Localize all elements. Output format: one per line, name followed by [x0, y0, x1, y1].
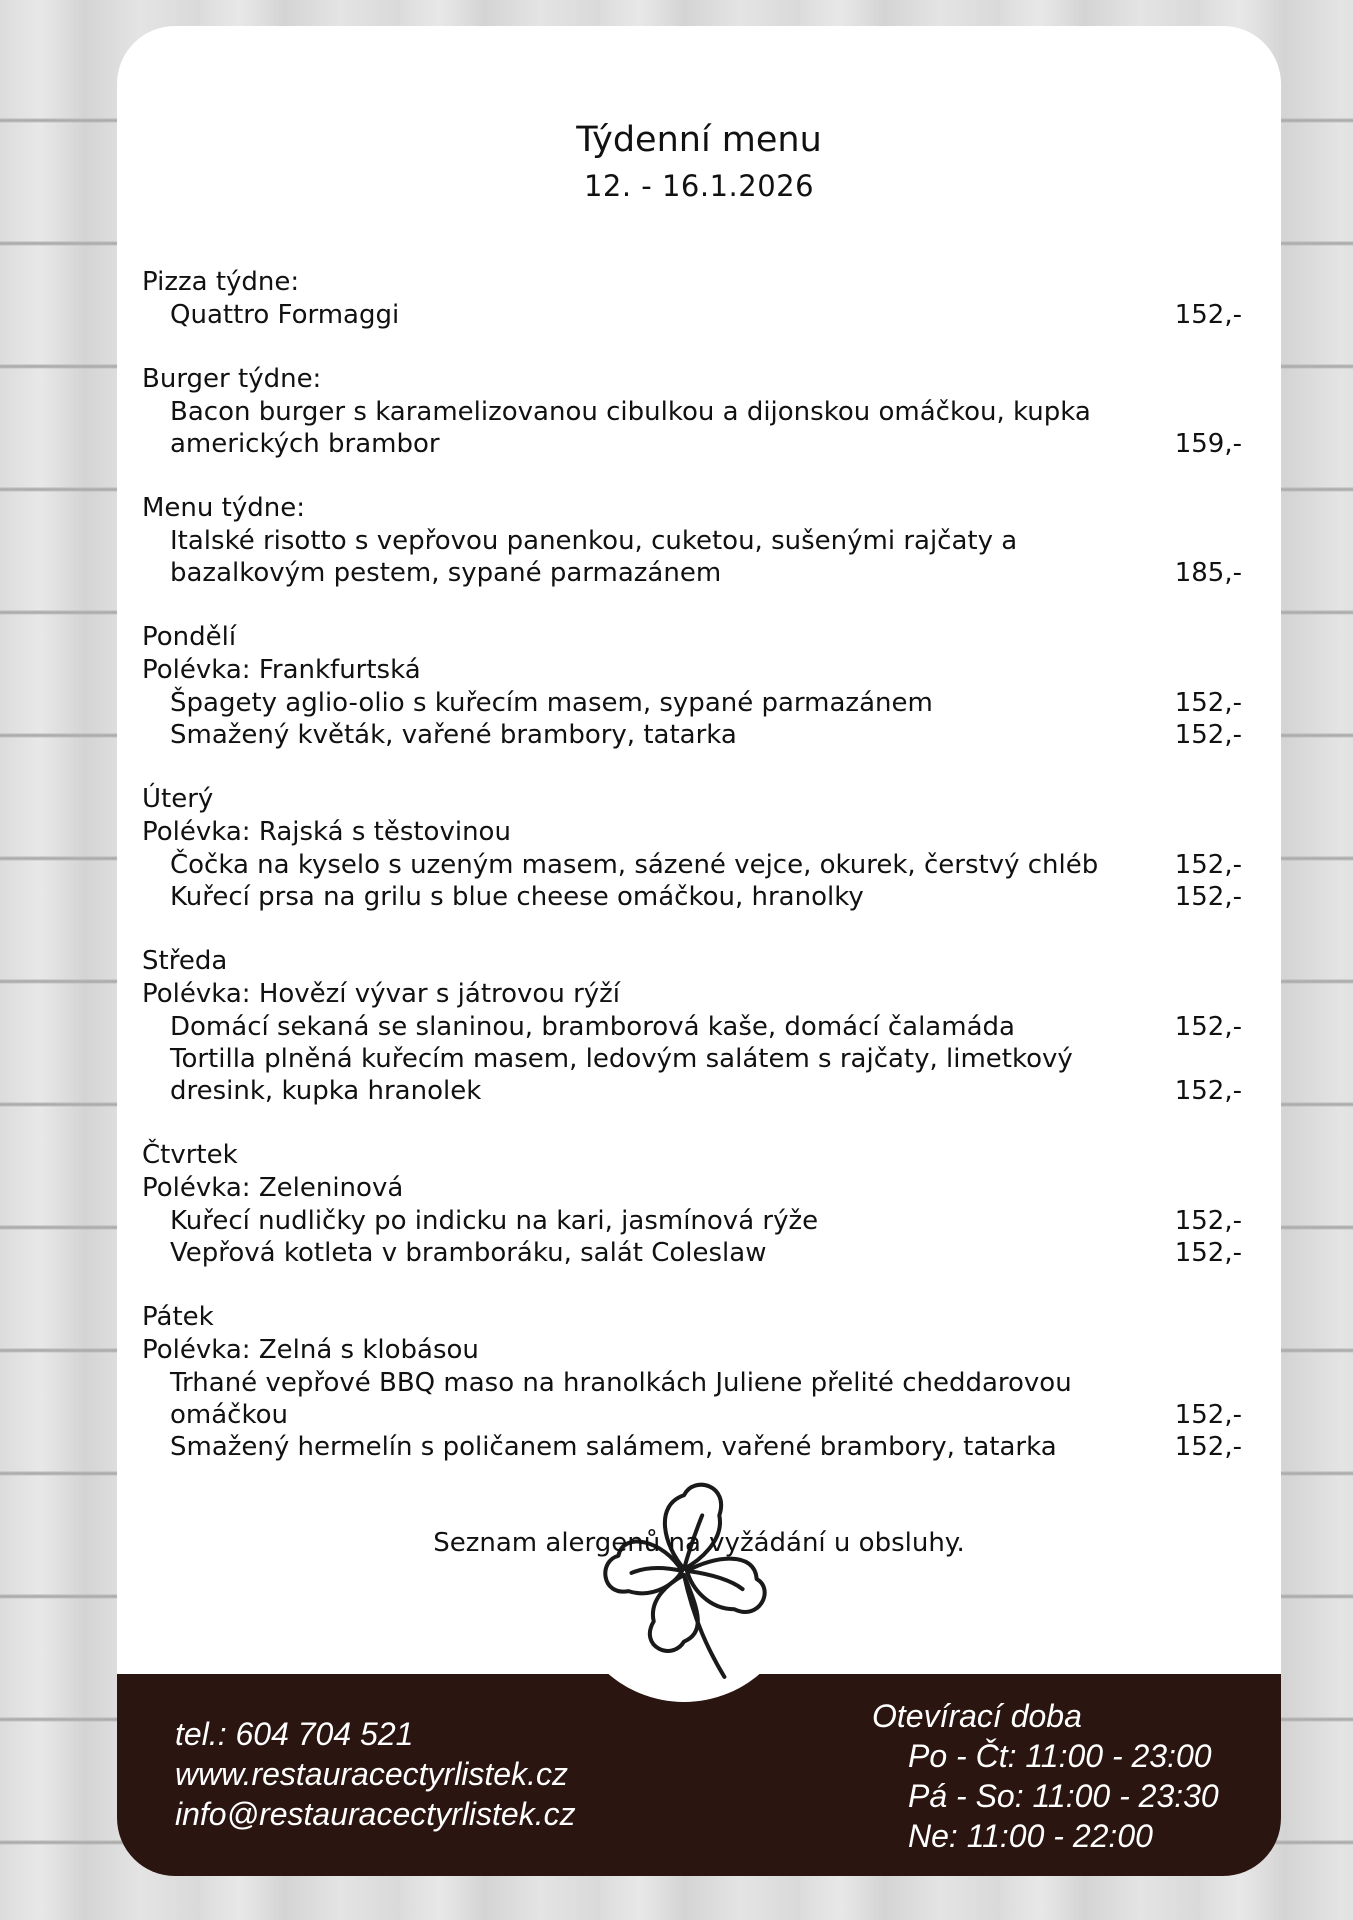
- section-heading: Burger týdne:: [142, 364, 322, 394]
- soup-of-day: Polévka: Frankfurtská: [142, 655, 421, 685]
- menu-item: [142, 881, 1252, 913]
- item-name: Smažený květák, vařené brambory, tatarka: [170, 720, 737, 750]
- menu-item: [142, 687, 1252, 719]
- menu-item: [142, 299, 1252, 331]
- page-title: Týdenní menu: [576, 120, 822, 160]
- menu-section: [142, 363, 1252, 460]
- menu-item: [142, 1043, 1252, 1107]
- opening-hours: [872, 1696, 1219, 1856]
- email-link[interactable]: info@restauracectyrlistek.cz: [175, 1796, 576, 1832]
- section-heading: Úterý: [142, 784, 214, 814]
- four-leaf-clover-icon: [583, 1470, 785, 1688]
- item-price: 152,-: [1174, 850, 1242, 880]
- contact-info: [175, 1714, 576, 1834]
- menu-item: [142, 1367, 1252, 1431]
- menu-section: [142, 945, 1252, 1107]
- item-name: Tortilla plněná kuřecím masem, ledovým salátem s rajčaty, limetkový dresink, kupka hranolek: [170, 1044, 1073, 1106]
- menu-section: [142, 1301, 1252, 1463]
- item-name: Trhané vepřové BBQ maso na hranolkách Juliene přelité cheddarovou omáčkou: [170, 1368, 1072, 1430]
- soup-of-day: Polévka: Rajská s těstovinou: [142, 817, 511, 847]
- item-name: Domácí sekaná se slaninou, bramborová kaše, domácí čalamáda: [170, 1012, 1015, 1042]
- menu-item: [142, 1237, 1252, 1269]
- item-price: 152,-: [1174, 1238, 1242, 1268]
- item-name: Kuřecí nudličky po indicku na kari, jasmínová rýže: [170, 1206, 819, 1236]
- menu-section: [142, 1139, 1252, 1269]
- opening-hours-title: Otevírací doba: [872, 1698, 1082, 1734]
- menu-item: [142, 1431, 1252, 1463]
- section-heading: Pondělí: [142, 622, 237, 652]
- section-heading: Menu týdne:: [142, 493, 305, 523]
- hours-line: Ne: 11:00 - 22:00: [908, 1818, 1153, 1854]
- item-price: 152,-: [1174, 1400, 1242, 1430]
- menu-section: [142, 492, 1252, 589]
- section-heading: Pizza týdne:: [142, 267, 300, 297]
- menu-item: [142, 1011, 1252, 1043]
- item-name: Bacon burger s karamelizovanou cibulkou a dijonskou omáčkou, kupka amerických brambor: [170, 397, 1091, 459]
- item-price: 152,-: [1174, 1076, 1242, 1106]
- item-price: 159,-: [1174, 429, 1242, 459]
- item-name: Quattro Formaggi: [170, 300, 400, 330]
- menu-section: [142, 621, 1252, 751]
- menu-item: [142, 849, 1252, 881]
- section-heading: Čtvrtek: [142, 1140, 238, 1170]
- item-name: Vepřová kotleta v bramboráku, salát Coleslaw: [170, 1238, 767, 1268]
- item-price: 152,-: [1174, 300, 1242, 330]
- menu-item: [142, 1205, 1252, 1237]
- hours-line: Pá - So: 11:00 - 23:30: [908, 1778, 1219, 1814]
- menu-list: [142, 266, 1252, 1495]
- item-name: Čočka na kyselo s uzeným masem, sázené vejce, okurek, čerstvý chléb: [170, 850, 1099, 880]
- item-name: Kuřecí prsa na grilu s blue cheese omáčkou, hranolky: [170, 882, 864, 912]
- section-heading: Středa: [142, 946, 228, 976]
- soup-of-day: Polévka: Hovězí vývar s játrovou rýží: [142, 979, 621, 1009]
- date-range: 12. - 16.1.2026: [583, 169, 815, 203]
- item-name: Smažený hermelín s poličanem salámem, vařené brambory, tatarka: [170, 1432, 1057, 1462]
- item-name: Italské risotto s vepřovou panenkou, cuketou, sušenými rajčaty a bazalkovým pestem, sypané parmazánem: [170, 526, 1018, 588]
- menu-section: [142, 783, 1252, 913]
- menu-item: [142, 719, 1252, 751]
- allergen-note: Seznam alergenů na vyžádání u obsluhy.: [433, 1528, 965, 1558]
- section-heading: Pátek: [142, 1302, 214, 1332]
- item-price: 152,-: [1174, 720, 1242, 750]
- item-price: 152,-: [1174, 1206, 1242, 1236]
- item-price: 152,-: [1174, 882, 1242, 912]
- hours-line: Po - Čt: 11:00 - 23:00: [908, 1738, 1212, 1774]
- item-name: Špagety aglio-olio s kuřecím masem, sypané parmazánem: [170, 688, 933, 718]
- item-price: 152,-: [1174, 688, 1242, 718]
- item-price: 152,-: [1174, 1432, 1242, 1462]
- phone-number: tel.: 604 704 521: [175, 1716, 414, 1752]
- soup-of-day: Polévka: Zelná s klobásou: [142, 1335, 479, 1365]
- menu-section: [142, 266, 1252, 331]
- soup-of-day: Polévka: Zeleninová: [142, 1173, 404, 1203]
- menu-card: [117, 26, 1281, 1876]
- item-price: 185,-: [1174, 558, 1242, 588]
- menu-item: [142, 525, 1252, 589]
- item-price: 152,-: [1174, 1012, 1242, 1042]
- website-link[interactable]: www.restauracectyrlistek.cz: [175, 1756, 568, 1792]
- menu-item: [142, 396, 1252, 460]
